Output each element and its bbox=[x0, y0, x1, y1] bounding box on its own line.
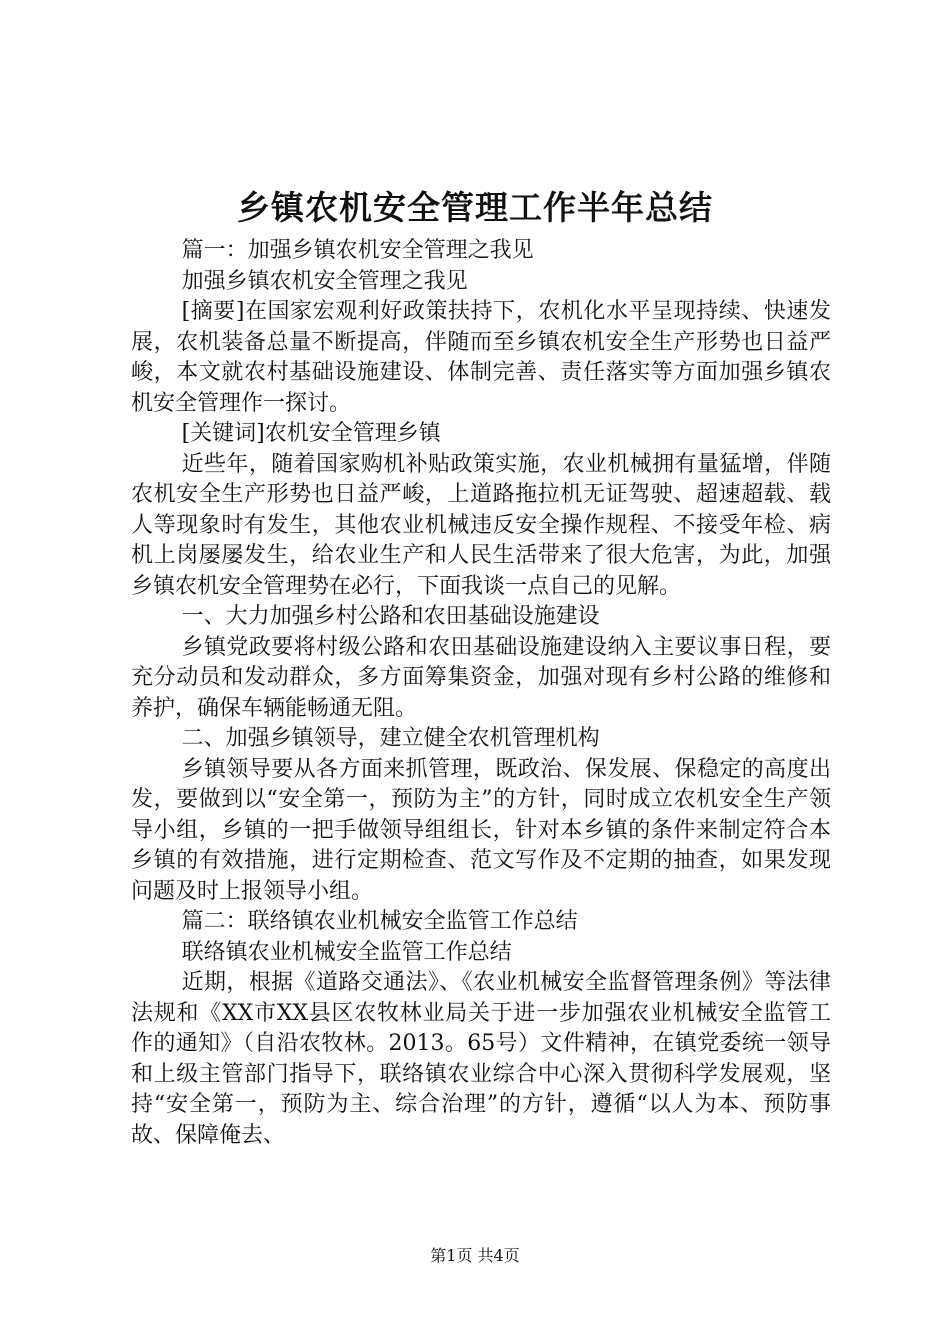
document-title: 乡镇农机安全管理工作半年总结 bbox=[237, 188, 713, 227]
paragraph: 加强乡镇农机安全管理之我见 bbox=[181, 268, 468, 294]
paragraph: 近期，根据《道路交通法》、《农业机械安全监督管理条例》等法律法规和《XX市XX县区农牧林业局关于进一步加强农业机械安全监管工作的通知》（自沿农牧林。2013。65号）文件精神，在镇党委统一领导和上级主管部门指导下，联络镇农业综合中心深入贯彻科学发展观，坚持“安全第一，预防为主、综合治理”的方针，遵循“以人为本、预防事故、保障俺去、 bbox=[131, 970, 831, 1148]
document-body bbox=[131, 236, 831, 1151]
paragraph: 乡镇领导要从各方面来抓管理，既政治、保发展、保稳定的高度出发，要做到以“安全第一，预防为主”的方针，同时成立农机安全生产领导小组，乡镇的一把手做领导组组长，针对本乡镇的条件来制定符合本乡镇的有效措施，进行定期检查、范文写作及不定期的抽查，如果发现问题及时上报领导小组。 bbox=[131, 756, 831, 904]
paragraph: 近些年，随着国家购机补贴政策实施，农业机械拥有量猛增，伴随农机安全生产形势也日益严峻，上道路拖拉机无证驾驶、超速超载、载人等现象时有发生，其他农业机械违反安全操作规程、不接受年检、病机上岗屡屡发生，给农业生产和人民生活带来了很大危害，为此，加强乡镇农机安全管理势在必行，下面我谈一点自己的见解。 bbox=[131, 451, 831, 599]
paragraph: 篇二：联络镇农业机械安全监管工作总结 bbox=[181, 909, 578, 934]
paragraph: 一、大力加强乡村公路和农田基础设施建设 bbox=[181, 604, 600, 629]
paragraph: 二、加强乡镇领导，建立健全农机管理机构 bbox=[181, 726, 600, 751]
paragraph: 乡镇党政要将村级公路和农田基础设施建设纳入主要议事日程，要充分动员和发动群众，多方面筹集资金，加强对现有乡村公路的维修和养护，确保车辆能畅通无阻。 bbox=[131, 634, 831, 721]
paragraph: [摘要]在国家宏观利好政策扶持下，农机化水平呈现持续、快速发展，农机装备总量不断提高，伴随而至乡镇农机安全生产形势也日益严峻，本文就农村基础设施建设、体制完善、责任落实等方面加强乡镇农机安全管理作一探讨。 bbox=[131, 299, 831, 416]
paragraph: [关键词]农机安全管理乡镇 bbox=[181, 421, 441, 446]
paragraph: 联络镇农业机械安全监管工作总结 bbox=[181, 939, 512, 965]
paragraph: 篇一：加强乡镇农机安全管理之我见 bbox=[181, 238, 534, 263]
page-footer: 第1页 共4页 bbox=[430, 1246, 520, 1265]
